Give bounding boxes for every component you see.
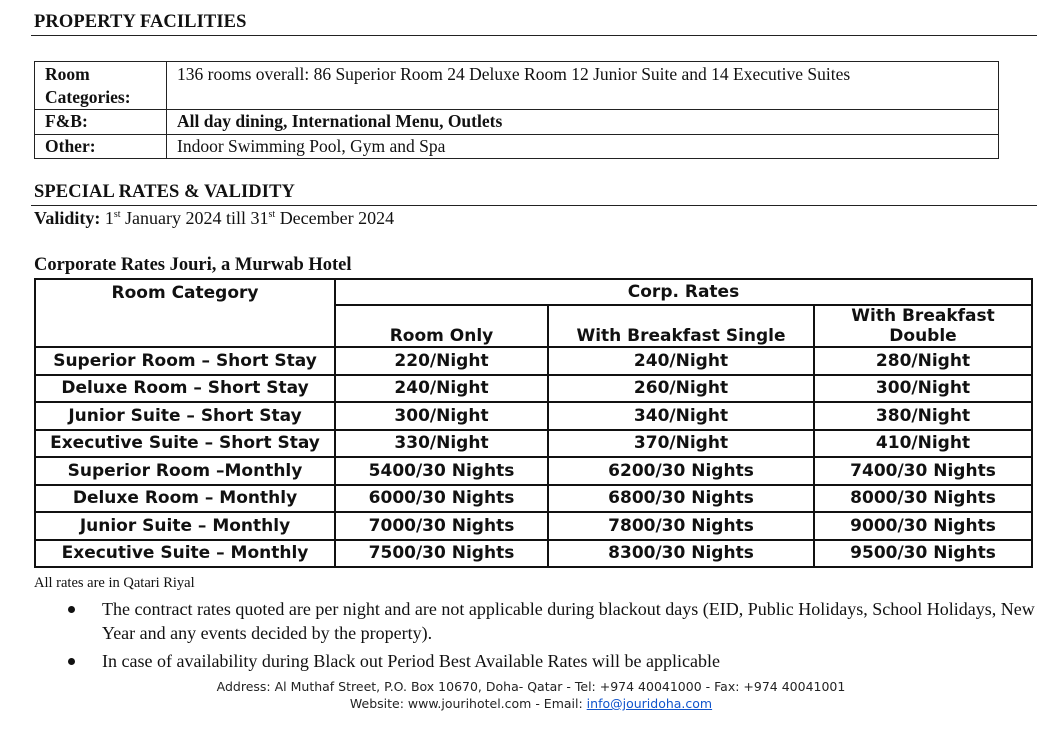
- header-corp-rates: Corp. Rates: [335, 279, 1032, 305]
- rates-row: [35, 485, 1032, 513]
- terms-text: The contract rates quoted are per night and are not applicable during blackout days (EID, Public Holidays, School Holidays, New Year and any events decided by the property).: [102, 599, 1035, 643]
- room-category-cell: Executive Suite – Monthly: [35, 540, 335, 568]
- bullet-icon: [68, 606, 75, 613]
- breakfast-double-rate: 380/Night: [814, 402, 1032, 430]
- validity-start-day: 1: [104, 208, 114, 228]
- rates-row: [35, 402, 1032, 430]
- room-only-rate: 5400/30 Nights: [335, 457, 548, 485]
- room-category-cell: Deluxe Room – Short Stay: [35, 375, 335, 403]
- room-category-cell: Executive Suite – Short Stay: [35, 430, 335, 458]
- room-category-cell: Superior Room –Monthly: [35, 457, 335, 485]
- header-room-only: Room Only: [335, 305, 548, 347]
- validity-start-rest: January 2024 till: [120, 208, 251, 228]
- room-only-rate: 220/Night: [335, 347, 548, 375]
- rates-row: [35, 375, 1032, 403]
- validity-end-suffix: st: [268, 209, 276, 220]
- room-only-rate: 7500/30 Nights: [335, 540, 548, 568]
- rates-row: [35, 347, 1032, 375]
- breakfast-single-rate: 7800/30 Nights: [548, 512, 814, 540]
- breakfast-double-rate: 8000/30 Nights: [814, 485, 1032, 513]
- facilities-heading: PROPERTY FACILITIES: [34, 12, 247, 32]
- room-only-rate: 300/Night: [335, 402, 548, 430]
- bullet-icon: [68, 658, 75, 665]
- rates-table-title: Corporate Rates Jouri, a Murwab Hotel: [34, 255, 352, 275]
- terms-list: [66, 597, 1041, 673]
- footer-address: Address: Al Muthaf Street, P.O. Box 10670, Doha- Qatar - Tel: +974 40041000 - Fax: +974 40041001: [216, 679, 846, 694]
- facilities-label: Room Categories:: [35, 62, 167, 110]
- validity-line: [34, 208, 394, 229]
- facilities-value: Indoor Swimming Pool, Gym and Spa: [167, 135, 999, 159]
- rates-row: [35, 457, 1032, 485]
- facilities-value: All day dining, International Menu, Outlets: [167, 110, 999, 135]
- breakfast-single-rate: 240/Night: [548, 347, 814, 375]
- terms-item: [66, 597, 1041, 645]
- facilities-heading-rule: [31, 35, 1037, 36]
- breakfast-single-rate: 340/Night: [548, 402, 814, 430]
- room-only-rate: 7000/30 Nights: [335, 512, 548, 540]
- rates-row: [35, 512, 1032, 540]
- rates-header-row: [35, 279, 1032, 305]
- breakfast-single-rate: 8300/30 Nights: [548, 540, 814, 568]
- room-category-cell: Superior Room – Short Stay: [35, 347, 335, 375]
- breakfast-double-rate: 280/Night: [814, 347, 1032, 375]
- footer-contact: [0, 696, 1062, 711]
- breakfast-double-rate: 9500/30 Nights: [814, 540, 1032, 568]
- breakfast-single-rate: 6800/30 Nights: [548, 485, 814, 513]
- breakfast-single-rate: 260/Night: [548, 375, 814, 403]
- room-only-rate: 330/Night: [335, 430, 548, 458]
- header-room-category: Room Category: [35, 279, 335, 347]
- facilities-label: Other:: [35, 135, 167, 159]
- corporate-rates-table: [34, 278, 1033, 568]
- special-rates-heading-rule: [31, 205, 1037, 206]
- currency-note: All rates are in Qatari Riyal: [34, 575, 195, 591]
- breakfast-double-rate: 300/Night: [814, 375, 1032, 403]
- footer-website: Website: www.jourihotel.com - Email:: [349, 696, 587, 711]
- special-rates-heading: SPECIAL RATES & VALIDITY: [34, 182, 295, 202]
- email-link[interactable]: info@jouridoha.com: [586, 696, 713, 711]
- header-breakfast-single: With Breakfast Single: [548, 305, 814, 347]
- breakfast-double-rate: 7400/30 Nights: [814, 457, 1032, 485]
- facilities-row: [35, 110, 999, 135]
- room-category-cell: Junior Suite – Monthly: [35, 512, 335, 540]
- room-only-rate: 240/Night: [335, 375, 548, 403]
- validity-start-suffix: st: [113, 209, 121, 220]
- facilities-value: 136 rooms overall: 86 Superior Room 24 Deluxe Room 12 Junior Suite and 14 Executive Suites: [167, 62, 999, 110]
- breakfast-single-rate: 370/Night: [548, 430, 814, 458]
- room-category-cell: Junior Suite – Short Stay: [35, 402, 335, 430]
- facilities-label: F&B:: [35, 110, 167, 135]
- room-category-cell: Deluxe Room – Monthly: [35, 485, 335, 513]
- breakfast-double-rate: 9000/30 Nights: [814, 512, 1032, 540]
- validity-label: Validity:: [34, 208, 101, 228]
- breakfast-double-rate: 410/Night: [814, 430, 1032, 458]
- terms-item: [66, 649, 1041, 673]
- facilities-row: [35, 62, 999, 110]
- facilities-row: [35, 135, 999, 159]
- terms-text: In case of availability during Black out Period Best Available Rates will be applicable: [102, 651, 720, 671]
- facilities-table: [34, 61, 999, 159]
- room-only-rate: 6000/30 Nights: [335, 485, 548, 513]
- validity-end-rest: December 2024: [275, 208, 395, 228]
- validity-end-day: 31: [250, 208, 269, 228]
- rates-row: [35, 540, 1032, 568]
- rates-row: [35, 430, 1032, 458]
- header-breakfast-double: With Breakfast Double: [814, 305, 1032, 347]
- breakfast-single-rate: 6200/30 Nights: [548, 457, 814, 485]
